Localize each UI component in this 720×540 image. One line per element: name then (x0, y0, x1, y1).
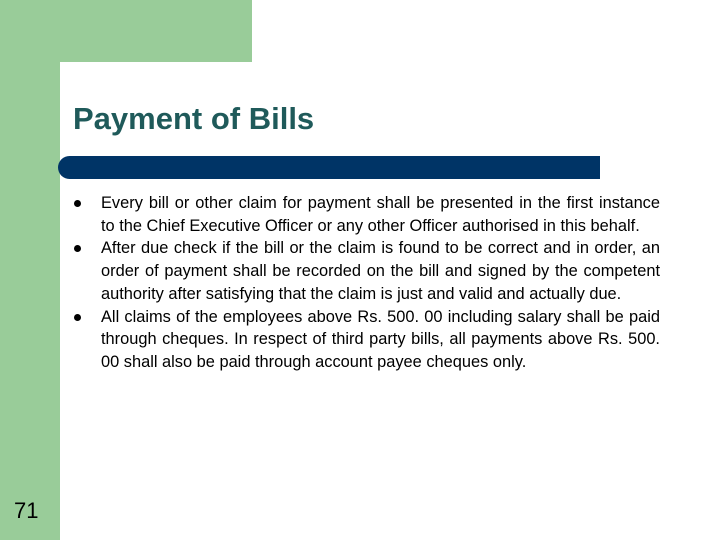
bullet-item (70, 192, 660, 237)
sidebar-decoration (0, 0, 60, 540)
bullet-text: Every bill or other claim for payment shall be presented in the first instance to the Chief Executive Officer or any other Officer authorised in this behalf. (101, 194, 660, 235)
title-underline-bar (58, 156, 600, 179)
slide-number: 71 (14, 498, 39, 523)
bullet-icon (74, 245, 81, 252)
slide-title: Payment of Bills (73, 101, 315, 136)
top-decoration (0, 0, 252, 62)
bullet-list (70, 192, 660, 374)
bullet-text: All claims of the employees above Rs. 500. 00 including salary shall be paid through cheques. In respect of third party bills, all payments above Rs. 500. 00 shall also be paid through account payee cheques only. (101, 307, 660, 371)
bullet-text: After due check if the bill or the claim is found to be correct and in order, an order of payment shall be recorded on the bill and signed by the competent authority after satisfying that the claim is just and valid and actually due. (101, 239, 660, 303)
bullet-icon (74, 314, 81, 321)
bullet-icon (74, 200, 81, 207)
bullet-item (70, 237, 660, 305)
bullet-item (70, 306, 660, 374)
